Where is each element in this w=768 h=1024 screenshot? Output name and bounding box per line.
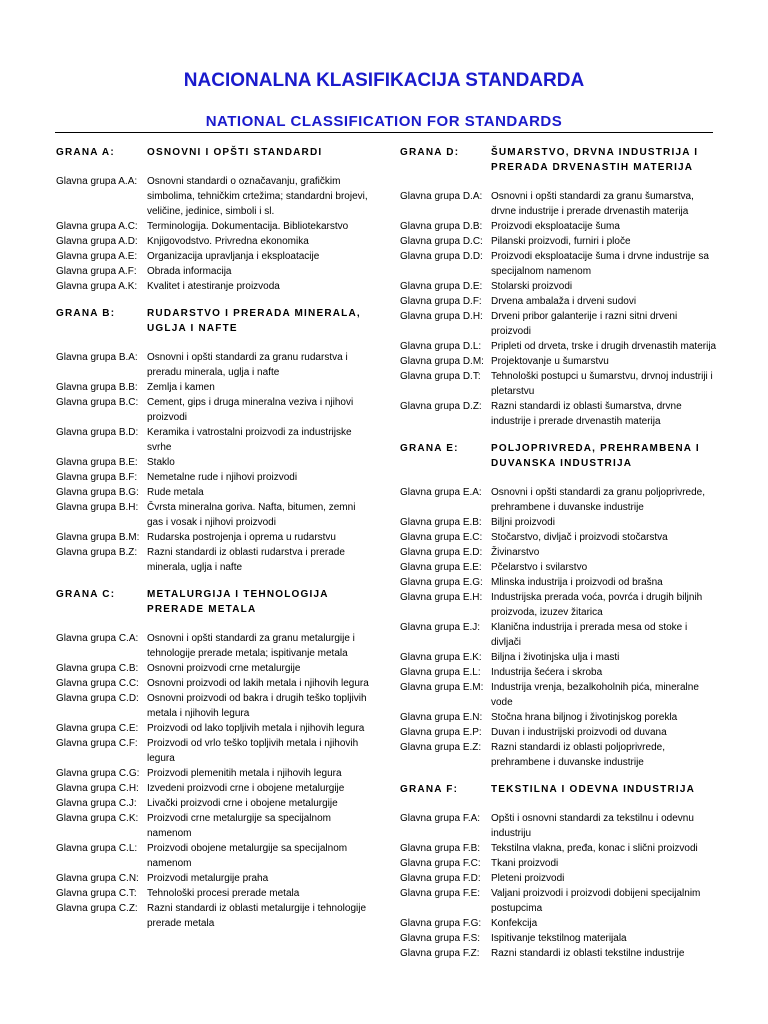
group-code: Glavna grupa E.L: bbox=[400, 667, 481, 678]
group-description: Osnovni proizvodi crne metalurgije bbox=[147, 663, 301, 674]
group-description: Proizvodi crne metalurgije sa specijalnom namenom bbox=[147, 813, 331, 839]
group-code: Glavna grupa D.M: bbox=[400, 356, 484, 367]
group-description: Razni standardi iz oblasti metalurgije i tehnologije prerade metala bbox=[147, 903, 367, 929]
group-entry bbox=[400, 354, 718, 369]
group-code: Glavna grupa E.M: bbox=[400, 682, 484, 693]
group-entry bbox=[56, 470, 374, 485]
group-description: Proizvodi eksploatacije šuma i drvne industrije sa specijalnom namenom bbox=[491, 251, 709, 277]
group-description: Kvalitet i atestiranje proizvoda bbox=[147, 281, 280, 292]
group-entry bbox=[56, 886, 374, 901]
group-code: Glavna grupa B.A: bbox=[56, 352, 138, 363]
group-entry bbox=[400, 560, 718, 575]
group-entry bbox=[400, 234, 718, 249]
group-description: Proizvodi od vrlo teško topljivih metala i njihovih legura bbox=[147, 738, 359, 764]
group-code: Glavna grupa C.H: bbox=[56, 783, 139, 794]
group-code: Glavna grupa E.P: bbox=[400, 727, 482, 738]
group-description: Keramika i vatrostalni proizvodi za industrijske svrhe bbox=[147, 427, 352, 453]
group-code: Glavna grupa E.D: bbox=[400, 547, 483, 558]
grana-code: GRANA D: bbox=[400, 147, 460, 158]
group-description: Proizvodi obojene metalurgije sa specijalnom namenom bbox=[147, 843, 348, 869]
group-entry bbox=[400, 871, 718, 886]
group-entry bbox=[400, 856, 718, 871]
group-code: Glavna grupa C.L: bbox=[56, 843, 138, 854]
group-code: Glavna grupa F.S: bbox=[400, 933, 481, 944]
group-code: Glavna grupa E.G: bbox=[400, 577, 483, 588]
group-entry bbox=[56, 264, 374, 279]
group-description: Živinarstvo bbox=[491, 547, 540, 558]
group-entry bbox=[400, 575, 718, 590]
group-description: Razni standardi iz oblasti rudarstva i prerade minerala, uglja i nafte bbox=[147, 547, 345, 573]
group-code: Glavna grupa C.Z: bbox=[56, 903, 138, 914]
group-code: Glavna grupa A.E: bbox=[56, 251, 138, 262]
group-code: Glavna grupa E.Z: bbox=[400, 742, 482, 753]
group-entry bbox=[56, 901, 374, 931]
group-code: Glavna grupa A.C: bbox=[56, 221, 138, 232]
group-description: Izvedeni proizvodi crne i obojene metalurgije bbox=[147, 783, 345, 794]
group-description: Staklo bbox=[147, 457, 175, 468]
group-code: Glavna grupa C.G: bbox=[56, 768, 140, 779]
group-code: Glavna grupa B.F: bbox=[56, 472, 138, 483]
group-entry bbox=[56, 500, 374, 530]
group-description: Klanična industrija i prerada mesa od stoke i divljači bbox=[491, 622, 688, 648]
group-entry bbox=[400, 545, 718, 560]
group-description: Osnovni i opšti standardi za granu metalurgije i tehnologije prerade metala; ispitivanje metala bbox=[147, 633, 355, 659]
group-code: Glavna grupa E.A: bbox=[400, 487, 482, 498]
grana-heading bbox=[400, 782, 718, 797]
group-entry bbox=[56, 661, 374, 676]
group-code: Glavna grupa F.D: bbox=[400, 873, 481, 884]
group-entry bbox=[56, 350, 374, 380]
grana-title: RUDARSTVO I PRERADA MINERALA, UGLJA I NAFTE bbox=[147, 308, 361, 334]
group-code: Glavna grupa E.C: bbox=[400, 532, 483, 543]
group-code: Glavna grupa F.Z: bbox=[400, 948, 480, 959]
group-code: Glavna grupa A.F: bbox=[56, 266, 137, 277]
group-entry bbox=[400, 309, 718, 339]
group-description: Osnovni i opšti standardi za granu šumarstva, drvne industrije i prerade drvenastih materija bbox=[491, 191, 694, 217]
group-entry bbox=[400, 219, 718, 234]
group-code: Glavna grupa F.A: bbox=[400, 813, 481, 824]
group-description: Razni standardi iz oblasti tekstilne industrije bbox=[491, 948, 685, 959]
document-subtitle: NATIONAL CLASSIFICATION FOR STANDARDS bbox=[205, 113, 563, 130]
group-code: Glavna grupa B.D: bbox=[56, 427, 139, 438]
group-code: Glavna grupa D.D: bbox=[400, 251, 483, 262]
group-description: Pripleti od drveta, trske i drugih drvenastih materija bbox=[491, 341, 717, 352]
group-description: Rudarska postrojenja i oprema u rudarstvu bbox=[147, 532, 336, 543]
group-entry bbox=[56, 234, 374, 249]
group-code: Glavna grupa D.F: bbox=[400, 296, 482, 307]
grana-heading bbox=[400, 441, 718, 471]
group-code: Glavna grupa E.N: bbox=[400, 712, 483, 723]
group-description: Konfekcija bbox=[491, 918, 538, 929]
group-entry bbox=[400, 399, 718, 429]
group-description: Čvrsta mineralna goriva. Nafta, bitumen, zemni gas i vosak i njihovi proizvodi bbox=[147, 502, 356, 528]
group-description: Razni standardi iz oblasti poljoprivrede, prehrambene i duvanske industrije bbox=[491, 742, 665, 768]
group-description: Mlinska industrija i proizvodi od brašna bbox=[491, 577, 663, 588]
group-entry bbox=[400, 725, 718, 740]
group-code: Glavna grupa D.H: bbox=[400, 311, 483, 322]
group-entry bbox=[56, 425, 374, 455]
group-description: Projektovanje u šumarstvu bbox=[491, 356, 609, 367]
group-code: Glavna grupa B.B: bbox=[56, 382, 138, 393]
group-entry bbox=[400, 590, 718, 620]
group-entry bbox=[400, 530, 718, 545]
grana-section bbox=[400, 782, 718, 961]
group-description: Duvan i industrijski proizvodi od duvana bbox=[491, 727, 667, 738]
right-column bbox=[400, 145, 718, 961]
group-code: Glavna grupa C.A: bbox=[56, 633, 139, 644]
group-code: Glavna grupa D.C: bbox=[400, 236, 483, 247]
group-entry bbox=[56, 380, 374, 395]
group-code: Glavna grupa F.G: bbox=[400, 918, 482, 929]
group-code: Glavna grupa C.K: bbox=[56, 813, 139, 824]
group-entry bbox=[400, 189, 718, 219]
grana-section bbox=[56, 145, 374, 294]
group-entry bbox=[400, 485, 718, 515]
group-code: Glavna grupa D.B: bbox=[400, 221, 483, 232]
group-description: Ispitivanje tekstilnog materijala bbox=[491, 933, 627, 944]
group-description: Osnovni proizvodi od bakra i drugih teško topljivih metala i njihovih legura bbox=[147, 693, 367, 719]
group-entry bbox=[56, 455, 374, 470]
group-code: Glavna grupa E.J: bbox=[400, 622, 481, 633]
group-entry bbox=[400, 841, 718, 856]
group-description: Terminologija. Dokumentacija. Bibliotekarstvo bbox=[147, 221, 349, 232]
group-description: Pleteni proizvodi bbox=[491, 873, 565, 884]
group-description: Zemlja i kamen bbox=[147, 382, 215, 393]
group-entry bbox=[56, 811, 374, 841]
group-entry bbox=[400, 916, 718, 931]
group-entry bbox=[56, 249, 374, 264]
group-code: Glavna grupa C.J: bbox=[56, 798, 137, 809]
group-code: Glavna grupa C.D: bbox=[56, 693, 139, 704]
group-entry bbox=[56, 279, 374, 294]
group-entry bbox=[400, 665, 718, 680]
group-entry bbox=[56, 395, 374, 425]
grana-code: GRANA B: bbox=[56, 308, 116, 319]
grana-heading bbox=[56, 306, 374, 336]
group-code: Glavna grupa B.G: bbox=[56, 487, 139, 498]
group-description: Organizacija upravljanja i eksploatacije bbox=[147, 251, 320, 262]
group-code: Glavna grupa B.Z: bbox=[56, 547, 138, 558]
grana-heading bbox=[400, 145, 718, 175]
group-code: Glavna grupa A.K: bbox=[56, 281, 138, 292]
group-description: Drveni pribor galanterije i razni sitni drveni proizvodi bbox=[491, 311, 678, 337]
group-description: Proizvodi metalurgije praha bbox=[147, 873, 269, 884]
group-code: Glavna grupa B.E: bbox=[56, 457, 138, 468]
group-code: Glavna grupa E.E: bbox=[400, 562, 482, 573]
group-description: Stolarski proizvodi bbox=[491, 281, 573, 292]
group-description: Opšti i osnovni standardi za tekstilnu i odevnu industriju bbox=[491, 813, 694, 839]
group-description: Valjani proizvodi i proizvodi dobijeni specijalnim postupcima bbox=[491, 888, 701, 914]
group-description: Stočna hrana biljnog i životinjskog porekla bbox=[491, 712, 678, 723]
group-code: Glavna grupa B.C: bbox=[56, 397, 139, 408]
group-entry bbox=[56, 871, 374, 886]
group-description: Tehnološki procesi prerade metala bbox=[147, 888, 300, 899]
group-entry bbox=[56, 530, 374, 545]
group-description: Rude metala bbox=[147, 487, 204, 498]
group-description: Industrija šećera i skroba bbox=[491, 667, 603, 678]
group-code: Glavna grupa F.C: bbox=[400, 858, 481, 869]
group-code: Glavna grupa C.B: bbox=[56, 663, 139, 674]
group-code: Glavna grupa F.B: bbox=[400, 843, 481, 854]
group-description: Proizvodi plemenitih metala i njihovih legura bbox=[147, 768, 342, 779]
group-description: Tkani proizvodi bbox=[491, 858, 559, 869]
group-code: Glavna grupa A.A: bbox=[56, 176, 138, 187]
group-code: Glavna grupa E.K: bbox=[400, 652, 482, 663]
group-description: Obrada informacija bbox=[147, 266, 232, 277]
grana-section bbox=[56, 306, 374, 575]
group-code: Glavna grupa D.Z: bbox=[400, 401, 482, 412]
group-description: Knjigovodstvo. Privredna ekonomika bbox=[147, 236, 309, 247]
group-description: Nemetalne rude i njihovi proizvodi bbox=[147, 472, 298, 483]
group-entry bbox=[400, 294, 718, 309]
group-code: Glavna grupa D.E: bbox=[400, 281, 483, 292]
group-code: Glavna grupa E.B: bbox=[400, 517, 482, 528]
group-description: Osnovni i opšti standardi za granu rudarstva i preradu minerala, uglja i nafte bbox=[147, 352, 348, 378]
group-code: Glavna grupa F.E: bbox=[400, 888, 481, 899]
grana-heading bbox=[56, 587, 374, 617]
group-description: Tehnološki postupci u šumarstvu, drvnoj industriji i pletarstvu bbox=[491, 371, 713, 397]
grana-section bbox=[56, 587, 374, 931]
group-entry bbox=[56, 781, 374, 796]
group-entry bbox=[400, 886, 718, 916]
group-description: Cement, gips i druga mineralna veziva i njihovi proizvodi bbox=[147, 397, 354, 423]
group-entry bbox=[56, 174, 374, 219]
group-description: Osnovni standardi o označavanju, grafičkim simbolima, tehničkim crtežima; standardni brojevi, veličine, jedinice, simboli i sl. bbox=[147, 176, 368, 217]
group-entry bbox=[56, 219, 374, 234]
group-entry bbox=[56, 841, 374, 871]
group-code: Glavna grupa C.F: bbox=[56, 738, 138, 749]
group-entry bbox=[400, 515, 718, 530]
left-column bbox=[56, 145, 374, 931]
group-code: Glavna grupa B.M: bbox=[56, 532, 140, 543]
group-entry bbox=[400, 946, 718, 961]
group-entry bbox=[56, 691, 374, 721]
group-code: Glavna grupa D.L: bbox=[400, 341, 482, 352]
group-description: Industrija vrenja, bezalkoholnih pića, mineralne vode bbox=[491, 682, 699, 708]
group-code: Glavna grupa D.A: bbox=[400, 191, 483, 202]
group-entry bbox=[400, 279, 718, 294]
group-code: Glavna grupa A.D: bbox=[56, 236, 138, 247]
grana-title: TEKSTILNA I ODEVNA INDUSTRIJA bbox=[491, 784, 696, 795]
group-description: Tekstilna vlakna, pređa, konac i slični proizvodi bbox=[491, 843, 698, 854]
group-entry bbox=[56, 721, 374, 736]
group-entry bbox=[56, 545, 374, 575]
group-entry bbox=[400, 650, 718, 665]
group-entry bbox=[400, 931, 718, 946]
group-entry bbox=[400, 620, 718, 650]
group-entry bbox=[400, 710, 718, 725]
group-entry bbox=[400, 339, 718, 354]
group-description: Biljna i životinjska ulja i masti bbox=[491, 652, 620, 663]
group-entry bbox=[56, 736, 374, 766]
group-description: Proizvodi eksploatacije šuma bbox=[491, 221, 620, 232]
group-code: Glavna grupa C.E: bbox=[56, 723, 139, 734]
group-description: Stočarstvo, divljač i proizvodi stočarstva bbox=[491, 532, 668, 543]
group-code: Glavna grupa E.H: bbox=[400, 592, 483, 603]
group-entry bbox=[56, 485, 374, 500]
group-description: Proizvodi od lako topljivih metala i njihovih legura bbox=[147, 723, 365, 734]
group-entry bbox=[400, 811, 718, 841]
grana-section bbox=[400, 145, 718, 429]
grana-heading bbox=[56, 145, 374, 160]
group-entry bbox=[400, 369, 718, 399]
grana-title: OSNOVNI I OPŠTI STANDARDI bbox=[147, 147, 323, 158]
grana-title: POLJOPRIVREDA, PREHRAMBENA I DUVANSKA INDUSTRIJA bbox=[491, 443, 700, 469]
group-code: Glavna grupa C.C: bbox=[56, 678, 139, 689]
group-description: Industrijska prerada voća, povrća i drugih biljnih proizvoda, izuzev žitarica bbox=[491, 592, 703, 618]
group-entry bbox=[400, 740, 718, 770]
group-description: Drvena ambalaža i drveni sudovi bbox=[491, 296, 637, 307]
group-entry bbox=[56, 766, 374, 781]
group-code: Glavna grupa D.T: bbox=[400, 371, 481, 382]
group-code: Glavna grupa C.T: bbox=[56, 888, 137, 899]
group-description: Osnovni i opšti standardi za granu poljoprivrede, prehrambene i duvanske industrije bbox=[491, 487, 706, 513]
grana-section bbox=[400, 441, 718, 770]
group-description: Livački proizvodi crne i obojene metalurgije bbox=[147, 798, 338, 809]
group-entry bbox=[56, 796, 374, 811]
group-description: Osnovni proizvodi od lakih metala i njihovih legura bbox=[147, 678, 369, 689]
group-code: Glavna grupa B.H: bbox=[56, 502, 139, 513]
grana-code: GRANA C: bbox=[56, 589, 116, 600]
grana-code: GRANA E: bbox=[400, 443, 459, 454]
group-description: Biljni proizvodi bbox=[491, 517, 555, 528]
group-description: Pčelarstvo i svilarstvo bbox=[491, 562, 588, 573]
grana-title: METALURGIJA I TEHNOLOGIJA PRERADE METALA bbox=[147, 589, 329, 615]
group-entry bbox=[400, 680, 718, 710]
group-entry bbox=[56, 676, 374, 691]
group-entry bbox=[400, 249, 718, 279]
group-description: Pilanski proizvodi, furniri i ploče bbox=[491, 236, 631, 247]
document-title: NACIONALNA KLASIFIKACIJA STANDARDA bbox=[183, 70, 585, 91]
grana-code: GRANA A: bbox=[56, 147, 115, 158]
group-entry bbox=[56, 631, 374, 661]
grana-title: ŠUMARSTVO, DRVNA INDUSTRIJA I PRERADA DRVENASTIH MATERIJA bbox=[491, 147, 699, 173]
title-divider bbox=[55, 132, 713, 133]
grana-code: GRANA F: bbox=[400, 784, 459, 795]
group-code: Glavna grupa C.N: bbox=[56, 873, 139, 884]
group-description: Razni standardi iz oblasti šumarstva, drvne industrije i prerade drvenastih materija bbox=[491, 401, 682, 427]
